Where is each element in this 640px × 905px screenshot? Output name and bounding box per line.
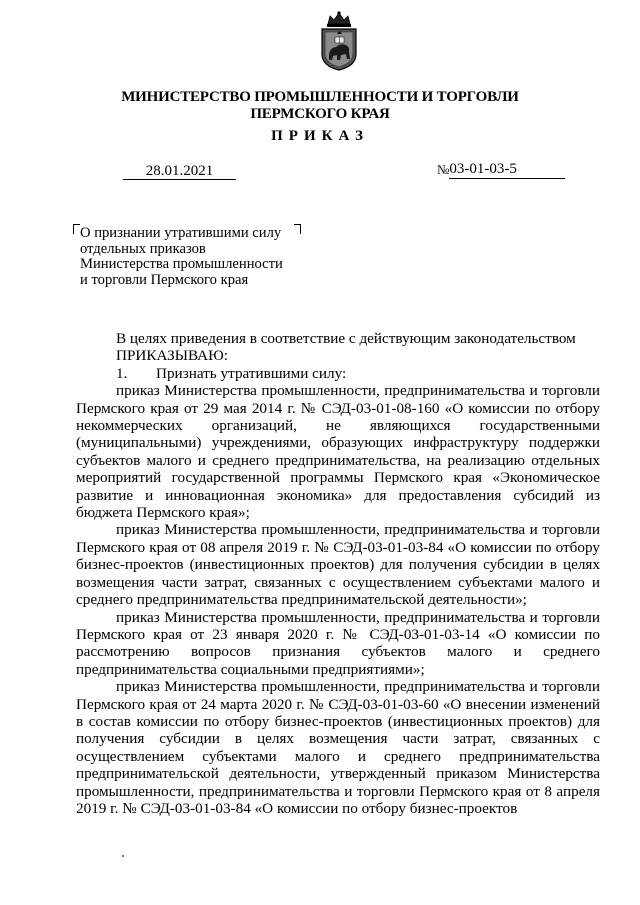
item-number: 1. [116, 364, 128, 382]
intro-paragraph: В целях приведения в соответствие с действующим законодательством [116, 330, 576, 347]
subject-line: Министерства промышленности [80, 256, 283, 273]
subject-line: и торговли Пермского края [80, 271, 249, 288]
document-date: 28.01.2021 [123, 163, 236, 180]
document-type-heading: ПРИКАЗ [271, 128, 369, 144]
ministry-name [0, 89, 640, 123]
subject-line: О признании утратившими силу [80, 225, 282, 241]
subject-line: отдельных приказов [80, 240, 206, 257]
repealed-order-paragraph: приказ Министерства промышленности, предпринимательства и торговли Пермского края от 08 апреля 2019 г. № СЭД-03-01-03-84 «О комиссии по отбору бизнес-проектов (инвестиционных проектов) для получения субсидии в целях возмещения части затрат, связанных с осуществлением субъектами малого и среднего предпринимательства предпринимательской деятельности»; [76, 521, 600, 609]
subject-corner-bracket-left [73, 224, 80, 234]
document-subject [80, 226, 306, 288]
perm-krai-coat-of-arms-emblem [316, 10, 362, 72]
repealed-order-paragraph: приказ Министерства промышленности, предпринимательства и торговли Пермского края от 24 марта 2020 г. № СЭД-03-01-03-60 «О внесении изменений в состав комиссии по отбору бизнес-проектов (инвестиционных проектов) для получения субсидии в целях возмещения части затрат, связанных с осуществлением субъектами малого и среднего предпринимательства предпринимательской деятельности, утвержденный приказом Министерства промышленности, предпринимательства и торговли Пермского края от 8 апреля 2019 г. № СЭД-03-01-03-84 «О комиссии по отбору бизнес-проектов [76, 678, 600, 817]
repealed-order-paragraph: приказ Министерства промышленности, предпринимательства и торговли Пермского края от 29 мая 2014 г. № СЭД-03-01-08-160 «О комиссии по отбору некоммерческих организаций, не являющихся государственными (муниципальными) учреждениями, образующих инфраструктуру поддержки субъектов малого и среднего предпринимательства, на реализацию отдельных мероприятий государственной программы Пермского края «Экономическое развитие и инновационная экономика» для предоставления субсидий из бюджета Пермского края»; [76, 382, 600, 522]
scan-speck [122, 855, 124, 857]
ministry-name-line2: ПЕРМСКОГО КРАЯ [250, 106, 390, 122]
document-body [76, 330, 600, 817]
document-number-block [437, 161, 565, 179]
item-1 [76, 365, 600, 382]
ministry-name-line1: МИНИСТЕРСТВО ПРОМЫШЛЕННОСТИ И ТОРГОВЛИ [121, 89, 519, 105]
repealed-order-paragraph: приказ Министерства промышленности, предпринимательства и торговли Пермского края от 23 января 2020 г. № СЭД-03-01-03-14 «О комиссии по рассмотрению вопросов признания субъектов малого и среднего предпринимательства социальными предприятиями»; [76, 608, 600, 678]
number-sign: № [437, 162, 450, 177]
order-word: ПРИКАЗЫВАЮ: [116, 347, 228, 365]
document-number: 03-01-03-5 [449, 161, 565, 179]
item-text: Признать утратившими силу: [156, 364, 347, 382]
